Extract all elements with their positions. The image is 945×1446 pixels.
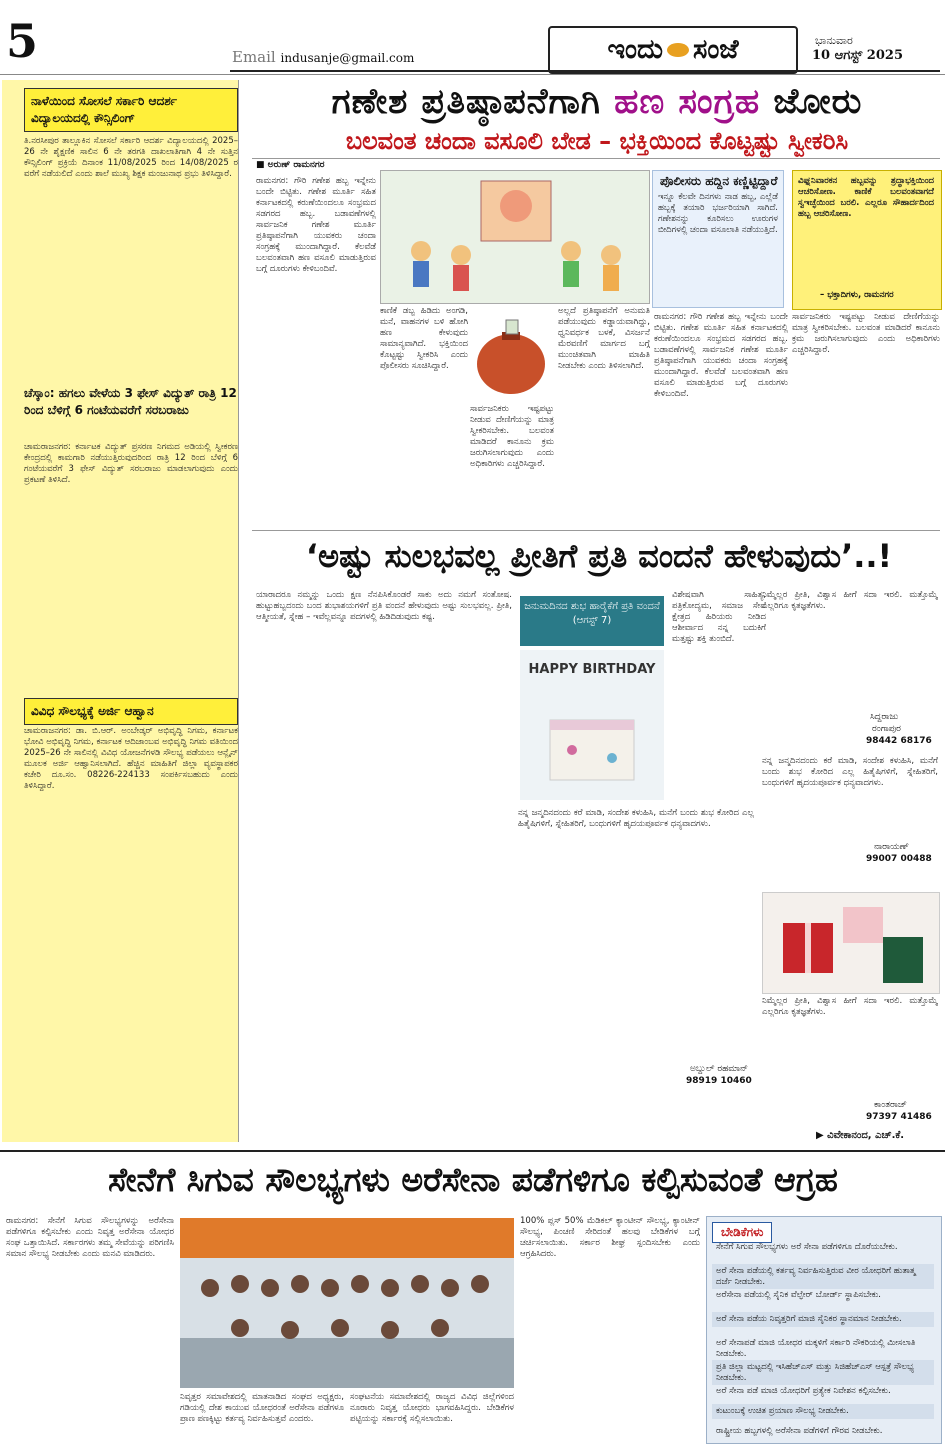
lead-byline: ■ ಅರುಣ್ ರಾಮನಗರ bbox=[256, 160, 325, 170]
lead-body-col2: ಕಾಣಿಕೆ ಡಬ್ಬ ಹಿಡಿದು ಅಂಗಡಿ, ಮನೆ, ವಾಹನಗಳ ಬಳಿ ಹೋಗಿ ಹಣ ಕೇಳುವುದು ಸಾಮಾನ್ಯವಾಗಿದೆ. ಭಕ್ತಿಯಿಂದ ಕೊಟ್ಟಷ್ಟು ಸ್ವೀಕರಿಸಿ ಎಂದು ಪೊಲೀಸರು ಸೂಚಿಸಿದ್ದಾರೆ. bbox=[380, 306, 468, 371]
demand-item: ಪ್ರತಿ ಜಿಲ್ಲಾ ಮಟ್ಟದಲ್ಲಿ ಇಸಿಹೆಚ್ಎಸ್ ಮತ್ತು ಸಿಜಿಹೆಚ್ಎಸ್ ಆಸ್ಪತ್ರೆ ಸೌಲಭ್ಯ ನೀಡಬೇಕು. bbox=[712, 1360, 934, 1385]
bottom-body-col3: ಸಂಘಟನೆಯ ಸಮಾವೇಶದಲ್ಲಿ ರಾಜ್ಯದ ವಿವಿಧ ಜಿಲ್ಲೆಗಳಿಂದ ನೂರಾರು ನಿವೃತ್ತ ಯೋಧರು ಭಾಗವಹಿಸಿದ್ದರು. ಬೇಡಿಕೆಗಳ ಪಟ್ಟಿಯನ್ನು ಸರ್ಕಾರಕ್ಕೆ ಸಲ್ಲಿಸಲಾಯಿತು. bbox=[350, 1392, 514, 1424]
masthead-logo bbox=[548, 26, 798, 74]
lead-headline-part2: ಜೋರು bbox=[773, 82, 863, 122]
lead-body-col5: ರಾಮನಗರ: ಗೌರಿ ಗಣೇಶ ಹಬ್ಬ ಇನ್ನೇನು ಬಂದೇ ಬಿಟ್ಟಿತು. ಗಣೇಶ ಮೂರ್ತಿ ಸಹಿತ ಕರ್ನಾಟಕದಲ್ಲಿ ಕರುಣೆಯಿಂದಲೂ ಸಂಭ್ರಮದ ಸಡಗರದ ಹಬ್ಬ. ಬಡಾವಣೆಗಳಲ್ಲಿ ಸಾರ್ವಜನಿಕ ಗಣೇಶ ಮೂರ್ತಿ ಪ್ರತಿಷ್ಠಾಪನೆಗಾಗಿ ಯುವಕರು ಚಂದಾ ಸಂಗ್ರಹಕ್ಕೆ ಮುಂದಾಗಿದ್ದಾರೆ. ಕೆಲವೆಡೆ ಬಲವಂತವಾಗಿ ಹಣ ವಸೂಲಿ ಮಾಡುತ್ತಿರುವ ಬಗ್ಗೆ ದೂರುಗಳು ಕೇಳಿಬಂದಿವೆ. bbox=[654, 312, 788, 399]
bottom-body-col1: ರಾಮನಗರ: ಸೇನೆಗೆ ಸಿಗುವ ಸೌಲಭ್ಯಗಳನ್ನು ಅರೆಸೇನಾ ಪಡೆಗಳಿಗೂ ಕಲ್ಪಿಸಬೇಕು ಎಂದು ನಿವೃತ್ತ ಅರೆಸೇನಾ ಯೋಧರ ಸಂಘ ಒತ್ತಾಯಿಸಿದೆ. ಸರ್ಕಾರಗಳು ತಮ್ಮ ಸೇವೆಯನ್ನು ಪರಿಗಣಿಸಿ ಸಮಾನ ಸೌಲಭ್ಯ ನೀಡಬೇಕು ಎಂದು ಮನವಿ ಮಾಡಿದರು. bbox=[6, 1216, 174, 1259]
masthead-dot-icon bbox=[667, 43, 689, 57]
wish4-phone: 98919 10460 bbox=[686, 1076, 752, 1086]
left-column bbox=[2, 80, 239, 1142]
lead-headline bbox=[252, 80, 942, 124]
lead-rule bbox=[252, 158, 940, 159]
lead-subhead: ಬಲವಂತ ಚಂದಾ ವಸೂಲಿ ಬೇಡ – ಭಕ್ತಿಯಿಂದ ಕೊಟ್ಟಷ್ಟು ಸ್ವೀಕರಿಸಿ bbox=[345, 127, 849, 155]
feature-body-col4: ನಿಮ್ಮೆಲ್ಲರ ಪ್ರೀತಿ, ವಿಶ್ವಾಸ ಹೀಗೆ ಸದಾ ಇರಲಿ. ಮತ್ತೊಮ್ಮೆ ಎಲ್ಲರಿಗೂ ಕೃತಜ್ಞತೆಗಳು. bbox=[762, 590, 938, 611]
email-line bbox=[232, 48, 414, 66]
email-label: Email bbox=[232, 48, 276, 66]
email-address[interactable]: indusanje@gmail.com bbox=[280, 51, 415, 65]
feature-body-col1: ಯಾರಾದರೂ ನಮ್ಮನ್ನು ಒಂದು ಕ್ಷಣ ನೆನಪಿಸಿಕೊಂಡರೆ ಸಾಕು ಅದು ನಮಗೆ ಸಂತೋಷ. ಹುಟ್ಟುಹಬ್ಬದಂದು ಬಂದ ಶುಭಾಶಯಗಳಿಗೆ ಪ್ರತಿ ವಂದನೆ ಹೇಳುವುದು ಅಷ್ಟು ಸುಲಭವಲ್ಲ. ಪ್ರೀತಿ, ಆತ್ಮೀಯತೆ, ಸ್ನೇಹ – ಇವೆಲ್ಲವನ್ನೂ ಪದಗಳಲ್ಲಿ ಹಿಡಿದಿಡುವುದು ಕಷ್ಟ. bbox=[256, 590, 512, 622]
clay-pot-icon bbox=[470, 306, 552, 402]
donation-pot-image bbox=[470, 306, 552, 402]
quote-box-body: ವಿಘ್ನನಿವಾರಕನ ಹಬ್ಬವನ್ನು ಶ್ರದ್ಧಾಭಕ್ತಿಯಿಂದ ಆಚರಿಸೋಣ. ಕಾಣಿಕೆ ಬಲವಂತವಾಗದೆ ಸ್ವಇಚ್ಛೆಯಿಂದ ಬರಲಿ. ಎಲ್ಲರೂ ಸೌಹಾರ್ದದಿಂದ ಹಬ್ಬ ಆಚರಿಸೋಣ. bbox=[798, 176, 934, 219]
feature-body-col2: ನನ್ನ ಜನ್ಮದಿನದಂದು ಕರೆ ಮಾಡಿ, ಸಂದೇಶ ಕಳುಹಿಸಿ, ಮನೆಗೆ ಬಂದು ಶುಭ ಕೋರಿದ ಎಲ್ಲ ಹಿತೈಷಿಗಳಿಗೆ, ಸ್ನೇಹಿತರಿಗೆ, ಬಂಧುಗಳಿಗೆ ಹೃದಯಪೂರ್ವಕ ಧನ್ಯವಾದಗಳು. bbox=[518, 808, 754, 829]
demands-title: ಬೇಡಿಕೆಗಳು bbox=[712, 1222, 772, 1243]
ganesha-illustration-icon bbox=[381, 171, 649, 303]
police-box-body: ಇನ್ನೂ ಕೆಲವೇ ದಿನಗಳು ನಾಡ ಹಬ್ಬ, ಎಲ್ಲೆಡೆ ಹಬ್ಬಕ್ಕೆ ತಯಾರಿ ಭರ್ಜರಿಯಾಗಿ ಸಾಗಿದೆ. ಗಣೇಶನನ್ನು ಕೂರಿಸಲು ಊರುಗಳ ಬೀದಿಗಳಲ್ಲಿ ಚಂದಾ ವಸೂಲಾತಿ ನಡೆಯುತ್ತಿದೆ. bbox=[658, 192, 778, 235]
page-number: 5 bbox=[6, 14, 39, 68]
gift-boxes-image bbox=[762, 892, 940, 994]
demand-item: ಕುಟುಂಬಕ್ಕೆ ಉಚಿತ ಪ್ರಯಾಣ ಸೌಲಭ್ಯ ನೀಡಬೇಕು. bbox=[712, 1404, 934, 1419]
group-photo-icon bbox=[180, 1218, 514, 1388]
wish4-name: ಅಬ್ದುಲ್ ರಹಮಾನ್ bbox=[690, 1064, 748, 1074]
masthead-right: ಸಂಜೆ bbox=[693, 34, 739, 65]
demand-item: ಅರೆ ಸೇನಾ ಪಡೆಯಲ್ಲಿ ಕರ್ತವ್ಯ ನಿರ್ವಹಿಸುತ್ತಿರುವ ವೀರ ಯೋಧರಿಗೆ ಹುತಾತ್ಮ ದರ್ಜೆ ನೀಡಬೇಕು. bbox=[712, 1264, 934, 1289]
ganesha-illustration bbox=[380, 170, 650, 304]
left-story1-title: ನಾಳೆಯಿಂದ ಸೋಸಲೆ ಸರ್ಕಾರಿ ಆದರ್ಶ ವಿದ್ಯಾಲಯದಲ್ಲಿ ಕೌನ್ಸಿಲಿಂಗ್ bbox=[24, 88, 238, 132]
left-story3-body: ಚಾಮರಾಜನಗರ: ಡಾ. ಬಿ.ಆರ್. ಅಂಬೇಡ್ಕರ್ ಅಭಿವೃದ್ಧಿ ನಿಗಮ, ಕರ್ನಾಟಕ ಭೋವಿ ಅಭಿವೃದ್ಧಿ ನಿಗಮ, ಕರ್ನಾಟಕ ಆದಿಜಾಂಬವ ಅಭಿವೃದ್ಧಿ ನಿಗಮ ವತಿಯಿಂದ 2025–26 ನೇ ಸಾಲಿನಲ್ಲಿ ವಿವಿಧ ಯೋಜನೆಗಳಡಿ ಸೌಲಭ್ಯ ಪಡೆಯಲು ಆನ್ಲೈನ್ ಮೂಲಕ ಅರ್ಜಿ ಆಹ್ವಾನಿಸಲಾಗಿದೆ. ಹೆಚ್ಚಿನ ಮಾಹಿತಿಗೆ ಜಿಲ್ಲಾ ವ್ಯವಸ್ಥಾಪಕರ ಕಚೇರಿ ದೂ.ಸಂ. 08226-224133 ಸಂಪರ್ಕಿಸಬಹುದು ಎಂದು ತಿಳಿಸಿದ್ದಾರೆ. bbox=[24, 726, 238, 791]
feature-body-col3: ವಿಶೇಷವಾಗಿ ಸಾಹಿತ್ಯ, ಪತ್ರಿಕೋದ್ಯಮ, ಸಮಾಜ ಸೇವೆ ಕ್ಷೇತ್ರದ ಹಿರಿಯರು ನೀಡಿದ ಆಶೀರ್ವಾದ ನನ್ನ ಬದುಕಿಗೆ ಮತ್ತಷ್ಟು ಶಕ್ತಿ ತುಂಬಿದೆ. bbox=[672, 590, 766, 644]
issue-day: ಭಾನುವಾರ bbox=[815, 34, 853, 47]
lead-body-col1: ರಾಮನಗರ: ಗೌರಿ ಗಣೇಶ ಹಬ್ಬ ಇನ್ನೇನು ಬಂದೇ ಬಿಟ್ಟಿತು. ಗಣೇಶ ಮೂರ್ತಿ ಸಹಿತ ಕರ್ನಾಟಕದಲ್ಲಿ ಕರುಣೆಯಿಂದಲೂ ಸಂಭ್ರಮದ ಸಡಗರದ ಹಬ್ಬ. ಬಡಾವಣೆಗಳಲ್ಲಿ ಸಾರ್ವಜನಿಕ ಗಣೇಶ ಮೂರ್ತಿ ಪ್ರತಿಷ್ಠಾಪನೆಗಾಗಿ ಯುವಕರು ಚಂದಾ ಸಂಗ್ರಹಕ್ಕೆ ಮುಂದಾಗಿದ್ದಾರೆ. ಕೆಲವೆಡೆ ಬಲವಂತವಾಗಿ ಹಣ ವಸೂಲಿ ಮಾಡುತ್ತಿರುವ ಬಗ್ಗೆ ದೂರುಗಳು ಕೇಳಿಬಂದಿವೆ. bbox=[256, 176, 376, 274]
demand-item: ಸೇನೆಗೆ ಸಿಗುವ ಸೌಲಭ್ಯಗಳು ಅರೆ ಸೇನಾ ಪಡೆಗಳಿಗೂ ದೊರೆಯಬೇಕು. bbox=[716, 1242, 898, 1252]
demand-item: ರಾಷ್ಟ್ರೀಯ ಹಬ್ಬಗಳಲ್ಲಿ ಅರೆಸೇನಾ ಪಡೆಗಳಿಗೆ ಗೌರವ ನೀಡಬೇಕು. bbox=[716, 1426, 883, 1436]
masthead-left: ಇಂದು bbox=[607, 34, 663, 65]
group-photo bbox=[180, 1218, 514, 1388]
demand-item: ಅರೆ ಸೇನಾ ಪಡೆ ಮಾಜಿ ಯೋಧರಿಗೆ ಪ್ರತ್ಯೇಕ ನಿವೇಶನ ಕಲ್ಪಿಸಬೇಕು. bbox=[716, 1386, 891, 1396]
feature-body-col5: ನನ್ನ ಜನ್ಮದಿನದಂದು ಕರೆ ಮಾಡಿ, ಸಂದೇಶ ಕಳುಹಿಸಿ, ಮನೆಗೆ ಬಂದು ಶುಭ ಕೋರಿದ ಎಲ್ಲ ಹಿತೈಷಿಗಳಿಗೆ, ಸ್ನೇಹಿತರಿಗೆ, ಬಂಧುಗಳಿಗೆ ಹೃದಯಪೂರ್ವಕ ಧನ್ಯವಾದಗಳು. bbox=[762, 756, 938, 788]
left-story3-title: ವಿವಿಧ ಸೌಲಭ್ಯಕ್ಕೆ ಅರ್ಜಿ ಆಹ್ವಾನ bbox=[24, 698, 238, 725]
police-box-title: ಪೊಲೀಸರು ಹದ್ದಿನ ಕಣ್ಣಿಟ್ಟಿದ್ದಾರೆ bbox=[660, 174, 778, 188]
wish2-phone: 99007 00488 bbox=[866, 854, 932, 864]
lead-headline-part1: ಗಣೇಶ ಪ್ರತಿಷ್ಠಾಪನೆಗಾಗಿ bbox=[331, 82, 601, 122]
lead-body-col3: ಸಾರ್ವಜನಿಕರು ಇಷ್ಟಪಟ್ಟು ನೀಡುವ ದೇಣಿಗೆಯನ್ನು ಮಾತ್ರ ಸ್ವೀಕರಿಸಬೇಕು. ಬಲವಂತ ಮಾಡಿದರೆ ಕಾನೂನು ಕ್ರಮ ಜರುಗಿಸಲಾಗುವುದು ಎಂದು ಅಧಿಕಾರಿಗಳು ಎಚ್ಚರಿಸಿದ್ದಾರೆ. bbox=[470, 404, 554, 469]
bottom-body-col4: 100% ಪ್ಲಸ್ 50% ಮೆಡಿಕಲ್ ಕ್ಯಾಂಟೀನ್ ಸೌಲಭ್ಯ, ಕ್ಯಾಂಟೀನ್ ಸೌಲಭ್ಯ, ಪಿಂಚಣಿ ಸೇರಿದಂತೆ ಹಲವು ಬೇಡಿಕೆಗಳ ಬಗ್ಗೆ ಚರ್ಚಿಸಲಾಯಿತು. ಸರ್ಕಾರ ಶೀಘ್ರ ಸ್ಪಂದಿಸಬೇಕು ಎಂದು ಆಗ್ರಹಿಸಿದರು. bbox=[520, 1216, 700, 1259]
cake-text: HAPPY BIRTHDAY bbox=[528, 662, 656, 677]
wish3-name: ಕಾಂತರಾಜ್ bbox=[874, 1100, 907, 1110]
left-story1-body: ತಿ.ನರಸೀಪುರ ತಾಲ್ಲೂಕಿನ ಸೋಸಲೆ ಸರ್ಕಾರಿ ಆದರ್ಶ ವಿದ್ಯಾಲಯದಲ್ಲಿ 2025–26 ನೇ ಶೈಕ್ಷಣಿಕ ಸಾಲಿನ 6 ನೇ ತರಗತಿ ದಾಖಲಾತಿಗಾಗಿ 4 ನೇ ಸುತ್ತಿನ ಕೌನ್ಸಿಲಿಂಗ್ ಪ್ರಕ್ರಿಯೆ ದಿನಾಂಕ 11/08/2025 ರಿಂದ 14/08/2025 ರ ವರೆಗೆ ನಡೆಯಲಿದೆ ಎಂದು ಶಾಲೆ ಮುಖ್ಯ ಶಿಕ್ಷಕ ಮಂಜುನಾಥ ಪ್ರಭು ತಿಳಿಸಿದ್ದಾರೆ. bbox=[24, 136, 238, 179]
lead-body-col4: ಅಲ್ಲದೆ ಪ್ರತಿಷ್ಠಾಪನೆಗೆ ಅನುಮತಿ ಪಡೆಯುವುದು ಕಡ್ಡಾಯವಾಗಿದ್ದು, ಧ್ವನಿವರ್ಧಕ ಬಳಕೆ, ವಿಸರ್ಜನೆ ಮೆರವಣಿಗೆ ಮಾರ್ಗದ ಬಗ್ಗೆ ಮುಂಚಿತವಾಗಿ ಮಾಹಿತಿ ನೀಡಬೇಕು ಎಂದು ತಿಳಿಸಲಾಗಿದೆ. bbox=[558, 306, 650, 371]
wish3-phone: 97397 41486 bbox=[866, 1112, 932, 1122]
feature-headline: ‘ಅಷ್ಟು ಸುಲಭವಲ್ಲ ಪ್ರೀತಿಗೆ ಪ್ರತಿ ವಂದನೆ ಹೇಳುವುದು’..! bbox=[305, 537, 893, 575]
header-rule bbox=[230, 70, 940, 72]
feature-rule bbox=[252, 530, 940, 531]
lead-headline-highlight: ಹಣ ಸಂಗ್ರಹ bbox=[614, 82, 761, 122]
lead-body-col6: ಸಾರ್ವಜನಿಕರು ಇಷ್ಟಪಟ್ಟು ನೀಡುವ ದೇಣಿಗೆಯನ್ನು ಮಾತ್ರ ಸ್ವೀಕರಿಸಬೇಕು. ಬಲವಂತ ಮಾಡಿದರೆ ಕಾನೂನು ಕ್ರಮ ಜರುಗಿಸಲಾಗುವುದು ಎಂದು ಅಧಿಕಾರಿಗಳು ಎಚ್ಚರಿಸಿದ್ದಾರೆ. bbox=[792, 312, 940, 355]
left-story2-title: ಚೆಸ್ಕಾಂ: ಹಗಲು ವೇಳೆಯ 3 ಫೇಸ್ ವಿದ್ಯುತ್ ರಾತ್ರಿ 12 ರಿಂದ ಬೆಳಿಗ್ಗೆ 6 ಗಂಟೆಯವರೆಗೆ ಸರಬರಾಜು bbox=[24, 386, 237, 417]
feature-body-col6: ನಿಮ್ಮೆಲ್ಲರ ಪ್ರೀತಿ, ವಿಶ್ವಾಸ ಹೀಗೆ ಸದಾ ಇರಲಿ. ಮತ್ತೊಮ್ಮೆ ಎಲ್ಲರಿಗೂ ಕೃತಜ್ಞತೆಗಳು. bbox=[762, 996, 938, 1017]
bottom-rule bbox=[0, 1150, 945, 1152]
wish1-place: ರಂಗಾಪುರ bbox=[872, 724, 901, 734]
demand-item: ಅರೆಸೇನಾ ಪಡೆಯಲ್ಲಿ ಸೈನಿಕ ವೆಲ್ಫೇರ್ ಬೋರ್ಡ್ ಸ್ಥಾಪಿಸಬೇಕು. bbox=[716, 1290, 882, 1300]
quote-box-attrib: – ಭಕ್ತಾದಿಗಳು, ರಾಮನಗರ bbox=[820, 290, 894, 300]
demand-item: ಅರೆ ಸೇನಾ ಪಡೆಯ ನಿವೃತ್ತರಿಗೆ ಮಾಜಿ ಸೈನಿಕರ ಸ್ಥಾನಮಾನ ನೀಡಬೇಕು. bbox=[712, 1312, 934, 1327]
bday-caption: ಜನುಮದಿನದ ಶುಭ ಹಾರೈಕೆಗೆ ಪ್ರತಿ ವಂದನೆ (ಆಗಸ್ಟ್ 7) bbox=[520, 596, 664, 646]
bottom-headline: ಸೇನೆಗೆ ಸಿಗುವ ಸೌಲಭ್ಯಗಳು ಅರೆಸೇನಾ ಪಡೆಗಳಿಗೂ ಕಲ್ಪಿಸುವಂತೆ ಆಗ್ರಹ bbox=[108, 1160, 838, 1199]
wish2-name: ನಾರಾಯಣ್ bbox=[874, 842, 909, 852]
gift-icon bbox=[763, 893, 939, 993]
left-story2-body: ಚಾಮರಾಜನಗರ: ಕರ್ನಾಟಕ ವಿದ್ಯುತ್ ಪ್ರಸರಣ ನಿಗಮದ ಅಡಿಯಲ್ಲಿ ಸ್ವೀಕರಣ ಕೇಂದ್ರದಲ್ಲಿ ಕಾಮಗಾರಿ ನಡೆಯುತ್ತಿರುವುದರಿಂದ ರಾತ್ರಿ 12 ರಿಂದ ಬೆಳಿಗ್ಗೆ 6 ಗಂಟೆಯವರೆಗೆ 3 ಫೇಸ್ ವಿದ್ಯುತ್ ಸರಬರಾಜು ಮಾಡಲಾಗುವುದು ಎಂದು ಪ್ರಕಟಣೆ ತಿಳಿಸಿದೆ. bbox=[24, 442, 238, 485]
header-rule-thin bbox=[0, 74, 945, 75]
feature-signoff: ▶ ವಿವೇಕಾನಂದ, ಎಚ್.ಕೆ. bbox=[816, 1130, 905, 1141]
bottom-body-col2: ನಿವೃತ್ತರ ಸಮಾವೇಶದಲ್ಲಿ ಮಾತನಾಡಿದ ಸಂಘದ ಅಧ್ಯಕ್ಷರು, ಗಡಿಯಲ್ಲಿ ದೇಶ ಕಾಯುವ ಯೋಧರಂತೆ ಅರೆಸೇನಾ ಪಡೆಗಳೂ ಪ್ರಾಣ ಪಣಕ್ಕಿಟ್ಟು ಕರ್ತವ್ಯ ನಿರ್ವಹಿಸುತ್ತವೆ ಎಂದರು. bbox=[180, 1392, 344, 1424]
issue-date: 10 ಆಗಸ್ಟ್ 2025 bbox=[812, 48, 903, 63]
wish1-name: ಸಿದ್ದರಾಜು bbox=[870, 712, 899, 722]
wish1-phone: 98442 68176 bbox=[866, 736, 932, 746]
demand-item: ಅರೆ ಸೇನಾಪಡೆ ಮಾಜಿ ಯೋಧರ ಮಕ್ಕಳಿಗೆ ಸರ್ಕಾರಿ ನೌಕರಿಯಲ್ಲಿ ಮೀಸಲಾತಿ ನೀಡಬೇಕು. bbox=[716, 1338, 916, 1359]
